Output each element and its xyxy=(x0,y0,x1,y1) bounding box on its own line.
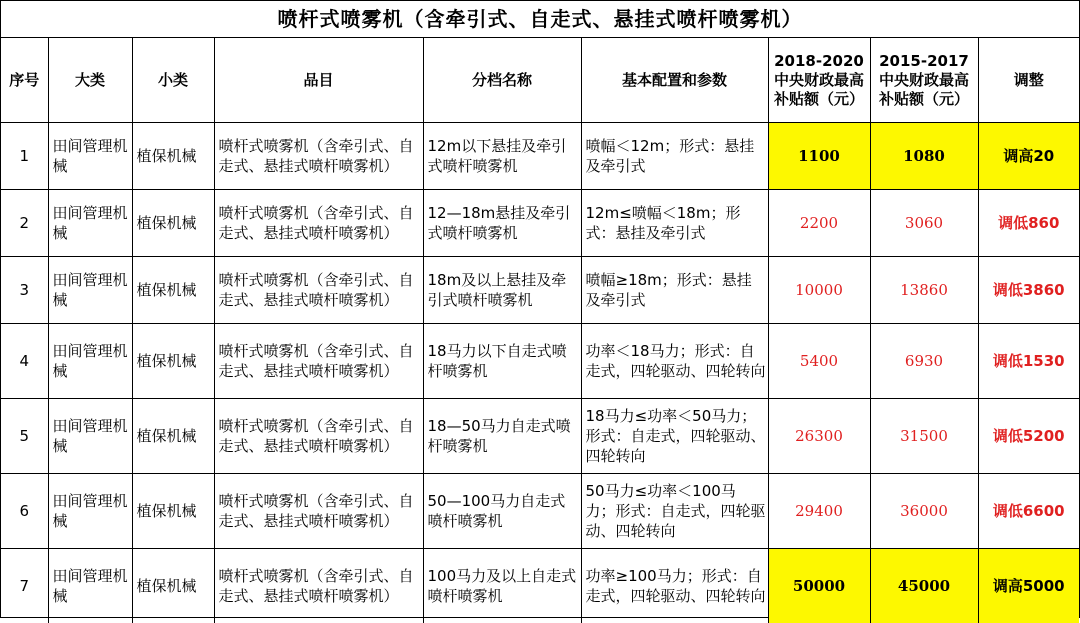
cell-config: 18马力≤功率＜50马力；形式：自走式，四轮驱动、四轮转向 xyxy=(581,399,768,474)
cell-grade: 18m及以上悬挂及牵引式喷杆喷雾机 xyxy=(423,257,581,324)
cell-subsidy-2018: 26300 xyxy=(768,399,870,474)
cell-seq: 5 xyxy=(1,399,48,474)
cell-grade: 18马力以下自走式喷杆喷雾机 xyxy=(423,324,581,399)
cell-subsidy-2018: 1100 xyxy=(768,123,870,190)
cell-grade: 12—18m悬挂及牵引式喷杆喷雾机 xyxy=(423,190,581,257)
cell-seq: 6 xyxy=(1,474,48,549)
table-row xyxy=(1,549,1079,623)
cell-subsidy-2015: 6930 xyxy=(870,324,978,399)
table-row xyxy=(1,190,1079,257)
header-grade: 分档名称 xyxy=(423,38,581,123)
cell-config: 喷幅≥18m；形式：悬挂及牵引式 xyxy=(581,257,768,324)
cell-item: 喷杆式喷雾机（含牵引式、自走式、悬挂式喷杆喷雾机） xyxy=(214,324,423,399)
header-adjust: 调整 xyxy=(978,38,1079,123)
cell-item: 喷杆式喷雾机（含牵引式、自走式、悬挂式喷杆喷雾机） xyxy=(214,257,423,324)
cell-subsidy-2018: 10000 xyxy=(768,257,870,324)
cell-item: 喷杆式喷雾机（含牵引式、自走式、悬挂式喷杆喷雾机） xyxy=(214,123,423,190)
header-category: 大类 xyxy=(48,38,132,123)
header-subsidy-2018: 2018-2020中央财政最高补贴额（元） xyxy=(768,38,870,123)
header-subcategory: 小类 xyxy=(132,38,214,123)
cell-category: 田间管理机械 xyxy=(48,190,132,257)
cell-grade: 100马力及以上自走式喷杆喷雾机 xyxy=(423,549,581,623)
cell-adjust: 调低1530 xyxy=(978,324,1079,399)
header-seq: 序号 xyxy=(1,38,48,123)
cell-subcategory: 植保机械 xyxy=(132,190,214,257)
cell-subcategory: 植保机械 xyxy=(132,399,214,474)
cell-subsidy-2018: 29400 xyxy=(768,474,870,549)
cell-seq: 7 xyxy=(1,549,48,623)
cell-subcategory: 植保机械 xyxy=(132,123,214,190)
cell-subcategory: 植保机械 xyxy=(132,257,214,324)
cell-adjust: 调低3860 xyxy=(978,257,1079,324)
cell-subsidy-2015: 3060 xyxy=(870,190,978,257)
cell-config: 50马力≤功率＜100马力；形式：自走式，四轮驱动、四轮转向 xyxy=(581,474,768,549)
cell-subsidy-2015: 13860 xyxy=(870,257,978,324)
cell-seq: 3 xyxy=(1,257,48,324)
cell-item: 喷杆式喷雾机（含牵引式、自走式、悬挂式喷杆喷雾机） xyxy=(214,549,423,623)
cell-grade: 50—100马力自走式喷杆喷雾机 xyxy=(423,474,581,549)
cell-adjust: 调低6600 xyxy=(978,474,1079,549)
cell-subsidy-2018: 2200 xyxy=(768,190,870,257)
cell-item: 喷杆式喷雾机（含牵引式、自走式、悬挂式喷杆喷雾机） xyxy=(214,399,423,474)
header-config: 基本配置和参数 xyxy=(581,38,768,123)
cell-config: 功率＜18马力；形式：自走式，四轮驱动、四轮转向 xyxy=(581,324,768,399)
cell-seq: 2 xyxy=(1,190,48,257)
table-row xyxy=(1,399,1079,474)
header-subsidy-2015: 2015-2017中央财政最高补贴额（元） xyxy=(870,38,978,123)
cell-category: 田间管理机械 xyxy=(48,474,132,549)
cell-subsidy-2015: 31500 xyxy=(870,399,978,474)
cell-grade: 12m以下悬挂及牵引式喷杆喷雾机 xyxy=(423,123,581,190)
cell-adjust: 调低860 xyxy=(978,190,1079,257)
cell-seq: 4 xyxy=(1,324,48,399)
cell-config: 12m≤喷幅＜18m；形式：悬挂及牵引式 xyxy=(581,190,768,257)
cell-subsidy-2015: 36000 xyxy=(870,474,978,549)
cell-subcategory: 植保机械 xyxy=(132,324,214,399)
cell-subsidy-2018: 50000 xyxy=(768,549,870,623)
cell-adjust: 调高20 xyxy=(978,123,1079,190)
cell-category: 田间管理机械 xyxy=(48,123,132,190)
cell-subsidy-2015: 45000 xyxy=(870,549,978,623)
cell-config: 功率≥100马力；形式：自走式，四轮驱动、四轮转向 xyxy=(581,549,768,623)
cell-subsidy-2015: 1080 xyxy=(870,123,978,190)
cell-category: 田间管理机械 xyxy=(48,324,132,399)
cell-item: 喷杆式喷雾机（含牵引式、自走式、悬挂式喷杆喷雾机） xyxy=(214,190,423,257)
cell-adjust: 调低5200 xyxy=(978,399,1079,474)
cell-category: 田间管理机械 xyxy=(48,549,132,623)
table-row xyxy=(1,123,1079,190)
cell-grade: 18—50马力自走式喷杆喷雾机 xyxy=(423,399,581,474)
header-item: 品目 xyxy=(214,38,423,123)
header-row xyxy=(1,38,1079,123)
cell-subcategory: 植保机械 xyxy=(132,549,214,623)
cell-item: 喷杆式喷雾机（含牵引式、自走式、悬挂式喷杆喷雾机） xyxy=(214,474,423,549)
table-row xyxy=(1,324,1079,399)
subsidy-table xyxy=(1,38,1079,623)
table-row xyxy=(1,474,1079,549)
cell-category: 田间管理机械 xyxy=(48,399,132,474)
cell-adjust: 调高5000 xyxy=(978,549,1079,623)
cell-category: 田间管理机械 xyxy=(48,257,132,324)
cell-seq: 1 xyxy=(1,123,48,190)
table-row xyxy=(1,257,1079,324)
cell-subcategory: 植保机械 xyxy=(132,474,214,549)
cell-config: 喷幅＜12m；形式：悬挂及牵引式 xyxy=(581,123,768,190)
cell-subsidy-2018: 5400 xyxy=(768,324,870,399)
table-title: 喷杆式喷雾机（含牵引式、自走式、悬挂式喷杆喷雾机） xyxy=(1,1,1079,38)
